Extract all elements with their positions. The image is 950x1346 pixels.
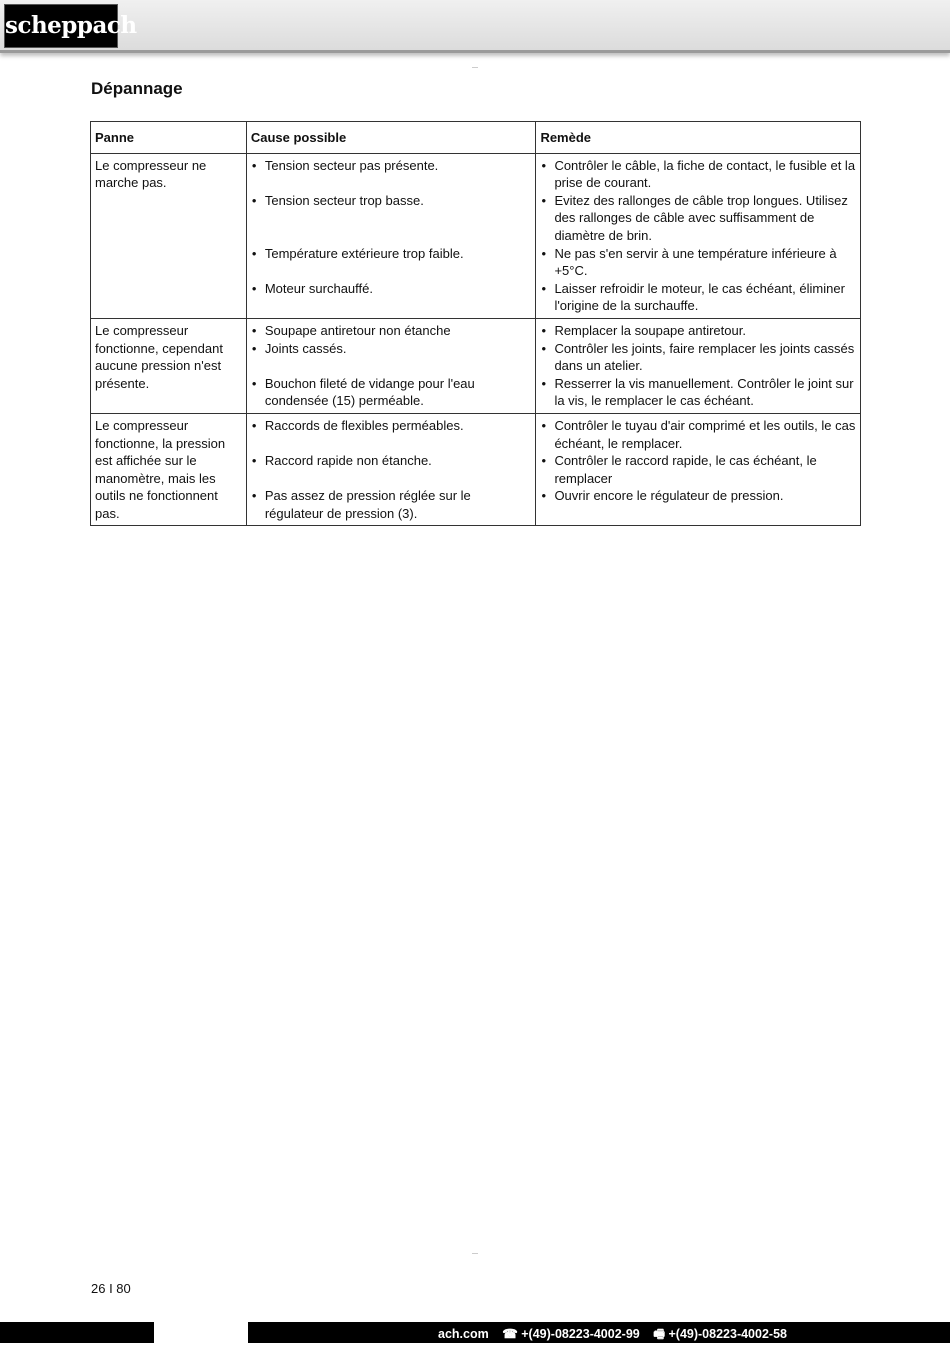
remede-cell [536, 318, 861, 413]
remede-item: • Remplacer la soupape antiretour. [540, 322, 856, 340]
cause-item: • Bouchon fileté de vidange pour l'eau condensée (15) perméable. [251, 375, 532, 410]
panne-cell: Le compresseur ne marche pas. [91, 153, 247, 318]
panne-cell: Le compresseur fonctionne, la pression est affichée sur le manomètre, mais les outils ne fonctionnent pas. [91, 413, 247, 526]
remede-item: • Contrôler le tuyau d'air comprimé et les outils, le cas échéant, le remplacer. [540, 417, 856, 452]
remede-item: • Laisser refroidir le moteur, le cas échéant, éliminer l'origine de la surchauffe. [540, 280, 856, 315]
panne-cell: Le compresseur fonctionne, cependant aucune pression n'est présente. [91, 318, 247, 413]
table-row [91, 318, 861, 413]
table-row [91, 413, 861, 526]
header-panne: Panne [91, 122, 247, 154]
remede-item: • Contrôler les joints, faire remplacer les joints cassés dans un atelier. [540, 340, 856, 375]
remede-item: • Resserrer la vis manuellement. Contrôler le joint sur la vis, le remplacer le cas échéant. [540, 375, 856, 410]
remede-cell [536, 153, 861, 318]
cause-item: • Moteur surchauffé. [251, 280, 532, 298]
footer-website[interactable]: ach.com [438, 1327, 489, 1341]
cause-item: • Raccord rapide non étanche. [251, 452, 532, 487]
cause-item: • Tension secteur trop basse. [251, 192, 532, 245]
header-cause: Cause possible [246, 122, 536, 154]
troubleshooting-table [90, 121, 861, 526]
cause-item: • Raccords de flexibles perméables. [251, 417, 532, 452]
remede-item: • Contrôler le raccord rapide, le cas échéant, le remplacer [540, 452, 856, 487]
cause-cell [246, 153, 536, 318]
remede-item: • Ne pas s'en servir à une température inférieure à +5°C. [540, 245, 856, 280]
scan-mark [472, 67, 478, 68]
table-row [91, 153, 861, 318]
remede-cell [536, 413, 861, 526]
header-bar [0, 0, 950, 53]
cause-item: • Température extérieure trop faible. [251, 245, 532, 280]
scan-mark [472, 1253, 478, 1254]
cause-item: • Pas assez de pression réglée sur le régulateur de pression (3). [251, 487, 532, 522]
cause-item: • Soupape antiretour non étanche [251, 322, 532, 340]
footer-phone: ☎ +(49)-08223-4002-99 [502, 1327, 640, 1341]
table-header-row [91, 122, 861, 154]
page-title: Dépannage [91, 79, 183, 98]
cause-item: • Joints cassés. [251, 340, 532, 375]
remede-item: • Contrôler le câble, la fiche de contact, le fusible et la prise de courant. [540, 157, 856, 192]
scheppach-logo: scheppach [4, 4, 118, 48]
remede-item: • Evitez des rallonges de câble trop longues. Utilisez des rallonges de câble avec suffisamment de diamètre de brin. [540, 192, 856, 245]
header-remede: Remède [536, 122, 861, 154]
cause-item: • Tension secteur pas présente. [251, 157, 532, 192]
footer-fax: 🖷 +(49)-08223-4002-58 [653, 1327, 787, 1341]
footer-bar [0, 1322, 950, 1343]
footer-gap [154, 1322, 248, 1343]
remede-item: • Ouvrir encore le régulateur de pression. [540, 487, 856, 505]
cause-cell [246, 318, 536, 413]
footer-contact [438, 1325, 797, 1346]
cause-cell [246, 413, 536, 526]
page-number: 26 I 80 [91, 1281, 131, 1296]
